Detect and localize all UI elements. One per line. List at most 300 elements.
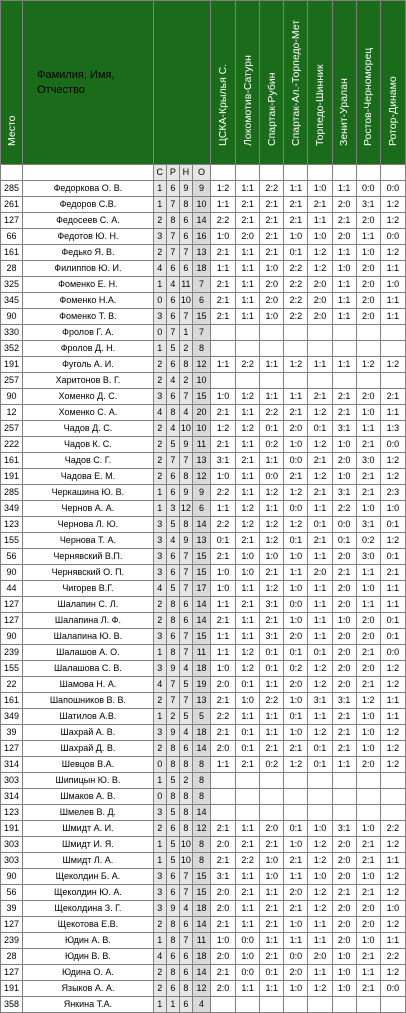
r-cell: 8 [166, 213, 179, 229]
result-cell: 2:1 [236, 757, 260, 773]
place-cell: 90 [1, 629, 23, 645]
result-cell: 1:1 [236, 261, 260, 277]
place-cell: 28 [1, 261, 23, 277]
n-cell: 7 [179, 245, 192, 261]
result-cell: 1:0 [284, 981, 308, 997]
result-cell: 2:0 [356, 309, 380, 325]
result-cell: 1:0 [380, 501, 405, 517]
result-cell: 2:0 [332, 837, 356, 853]
result-cell: 2:2 [211, 517, 236, 533]
o-cell: 9 [192, 485, 210, 501]
n-cell: 8 [179, 789, 192, 805]
result-cell [284, 373, 308, 389]
n-cell: 2 [179, 773, 192, 789]
table-row [1, 181, 406, 197]
table-row [1, 997, 406, 1013]
place-cell: 90 [1, 309, 23, 325]
s-cell: 4 [153, 581, 166, 597]
n-cell: 4 [179, 405, 192, 421]
table-row [1, 693, 406, 709]
result-cell: 1:2 [236, 661, 260, 677]
result-cell: 1:0 [260, 261, 284, 277]
result-cell: 1:1 [284, 389, 308, 405]
result-cell [356, 325, 380, 341]
r-cell: 4 [166, 277, 179, 293]
n-cell: 8 [179, 469, 192, 485]
table-row [1, 533, 406, 549]
result-cell: 1:0 [211, 581, 236, 597]
r-cell: 3 [166, 501, 179, 517]
table-row [1, 485, 406, 501]
n-cell: 10 [179, 837, 192, 853]
s-cell: 2 [153, 981, 166, 997]
table-row [1, 293, 406, 309]
s-cell: 3 [153, 661, 166, 677]
r-cell: 5 [166, 517, 179, 533]
table-row [1, 725, 406, 741]
r-cell: 6 [166, 389, 179, 405]
result-cell: 1:2 [308, 981, 332, 997]
s-cell: 2 [153, 917, 166, 933]
table-row [1, 853, 406, 869]
result-cell: 2:0 [356, 661, 380, 677]
result-cell [211, 325, 236, 341]
o-cell: 4 [192, 997, 210, 1013]
n-cell: 8 [179, 805, 192, 821]
name-cell: Чадова Е. М. [23, 469, 154, 485]
place-cell: 330 [1, 325, 23, 341]
result-cell: 1:1 [332, 757, 356, 773]
n-cell: 6 [179, 741, 192, 757]
n-cell: 5 [179, 677, 192, 693]
result-cell [308, 341, 332, 357]
result-cell: 2:0 [332, 581, 356, 597]
result-cell: 3:1 [356, 197, 380, 213]
result-cell: 1:2 [284, 517, 308, 533]
result-cell: 3:1 [308, 693, 332, 709]
result-cell: 1:1 [380, 853, 405, 869]
r-cell: 6 [166, 885, 179, 901]
result-cell: 0:1 [380, 517, 405, 533]
result-cell: 2:2 [211, 213, 236, 229]
n-cell: 7 [179, 645, 192, 661]
result-cell: 2:1 [260, 229, 284, 245]
o-cell: 6 [192, 293, 210, 309]
result-cell: 1:0 [211, 229, 236, 245]
result-cell: 2:2 [260, 405, 284, 421]
result-cell: 2:1 [332, 213, 356, 229]
place-cell: 352 [1, 341, 23, 357]
result-cell: 1:0 [260, 309, 284, 325]
result-cell: 0:1 [211, 533, 236, 549]
result-cell: 2:1 [211, 725, 236, 741]
place-cell: 257 [1, 421, 23, 437]
r-cell: 6 [166, 549, 179, 565]
place-cell: 39 [1, 725, 23, 741]
n-cell: 7 [179, 885, 192, 901]
result-cell: 1:1 [380, 581, 405, 597]
r-cell: 4 [166, 421, 179, 437]
result-cell: 0:1 [380, 629, 405, 645]
result-cell [356, 373, 380, 389]
result-cell: 0:1 [236, 725, 260, 741]
name-cell: Фоменко Е. Н. [23, 277, 154, 293]
result-cell [332, 325, 356, 341]
r-cell: 4 [166, 373, 179, 389]
result-cell: 1:0 [284, 917, 308, 933]
result-cell: 1:0 [332, 469, 356, 485]
r-cell: 5 [166, 805, 179, 821]
name-cell: Шахрай А. В. [23, 725, 154, 741]
result-cell [308, 997, 332, 1013]
result-cell: 3:1 [260, 597, 284, 613]
s-cell: 3 [153, 805, 166, 821]
s-cell: 3 [153, 885, 166, 901]
result-cell [332, 773, 356, 789]
result-cell: 1:1 [380, 933, 405, 949]
result-cell: 1:0 [332, 965, 356, 981]
table-row [1, 581, 406, 597]
result-cell [356, 805, 380, 821]
place-cell: 90 [1, 565, 23, 581]
name-cell: Шалашов А. О. [23, 645, 154, 661]
r-cell: 6 [166, 293, 179, 309]
name-cell: Фролов Д. Н. [23, 341, 154, 357]
result-cell: 1:1 [211, 629, 236, 645]
result-cell: 1:1 [260, 933, 284, 949]
result-cell: 0:1 [284, 245, 308, 261]
result-cell [284, 805, 308, 821]
r-cell: 6 [166, 821, 179, 837]
o-cell: 19 [192, 677, 210, 693]
result-cell: 1:1 [236, 869, 260, 885]
result-cell: 2:0 [236, 229, 260, 245]
result-cell: 1:0 [236, 549, 260, 565]
n-cell: 12 [179, 501, 192, 517]
result-cell: 2:1 [356, 885, 380, 901]
result-cell: 1:0 [284, 837, 308, 853]
result-cell [236, 773, 260, 789]
place-cell: 257 [1, 373, 23, 389]
n-cell: 4 [179, 901, 192, 917]
place-cell: 345 [1, 293, 23, 309]
r-cell: 6 [166, 261, 179, 277]
s-cell: 1 [153, 341, 166, 357]
result-cell: 1:0 [211, 565, 236, 581]
n-cell: 9 [179, 437, 192, 453]
place-cell: 127 [1, 213, 23, 229]
s-cell: 3 [153, 533, 166, 549]
result-cell: 1:2 [236, 645, 260, 661]
result-cell: 1:0 [260, 853, 284, 869]
place-cell: 123 [1, 517, 23, 533]
result-cell: 1:1 [236, 293, 260, 309]
table-row [1, 229, 406, 245]
result-cell [332, 997, 356, 1013]
name-cell: Шмидт И. Я. [23, 837, 154, 853]
result-cell: 2:0 [332, 853, 356, 869]
n-cell: 7 [179, 581, 192, 597]
result-cell: 1:1 [260, 677, 284, 693]
result-cell: 3:1 [211, 869, 236, 885]
r-cell: 6 [166, 869, 179, 885]
result-cell: 2:0 [332, 549, 356, 565]
place-cell: 127 [1, 917, 23, 933]
result-cell: 2:1 [236, 213, 260, 229]
subheader-row [1, 165, 406, 181]
result-cell [236, 789, 260, 805]
result-cell: 1:2 [380, 661, 405, 677]
r-cell: 9 [166, 725, 179, 741]
place-cell: 90 [1, 869, 23, 885]
result-cell: 1:1 [284, 181, 308, 197]
result-cell: 1:1 [236, 485, 260, 501]
result-cell: 1:1 [211, 757, 236, 773]
result-cell: 1:1 [308, 629, 332, 645]
result-cell: 2:0 [332, 197, 356, 213]
result-cell: 2:1 [260, 949, 284, 965]
n-cell: 2 [179, 341, 192, 357]
place-cell: 239 [1, 933, 23, 949]
subheader-blank [380, 165, 405, 181]
name-cell: Федотов Ю. Н. [23, 229, 154, 245]
result-cell: 0:0 [380, 645, 405, 661]
result-cell: 2:0 [260, 821, 284, 837]
result-cell: 1:0 [356, 869, 380, 885]
table-row [1, 965, 406, 981]
name-cell: Чадов С. Г. [23, 453, 154, 469]
r-cell: 8 [166, 757, 179, 773]
result-cell: 0:1 [284, 821, 308, 837]
result-cell: 2:1 [356, 437, 380, 453]
result-cell: 0:1 [308, 645, 332, 661]
col-o-header: О [192, 165, 210, 181]
o-cell: 8 [192, 341, 210, 357]
name-cell: Чадов К. С. [23, 437, 154, 453]
result-cell: 1:2 [211, 421, 236, 437]
name-cell: Чернова Л. Ю. [23, 517, 154, 533]
result-cell: 2:0 [356, 293, 380, 309]
result-cell: 1:1 [236, 405, 260, 421]
result-cell [211, 341, 236, 357]
s-cell: 3 [153, 549, 166, 565]
s-cell: 0 [153, 293, 166, 309]
result-cell: 1:0 [284, 437, 308, 453]
result-cell: 1:1 [260, 453, 284, 469]
result-cell: 0:0 [260, 469, 284, 485]
n-cell: 7 [179, 565, 192, 581]
result-cell: 1:2 [380, 357, 405, 373]
result-cell [332, 805, 356, 821]
result-cell: 1:2 [308, 853, 332, 869]
result-cell: 2:1 [211, 293, 236, 309]
result-cell: 2:0 [308, 565, 332, 581]
r-cell: 6 [166, 469, 179, 485]
s-cell: 3 [153, 901, 166, 917]
subheader-blank [308, 165, 332, 181]
n-cell: 8 [179, 981, 192, 997]
result-cell: 2:0 [332, 645, 356, 661]
result-cell: 1:1 [211, 261, 236, 277]
result-cell: 1:1 [236, 613, 260, 629]
n-cell: 6 [179, 597, 192, 613]
s-cell: 1 [153, 197, 166, 213]
name-cell: Шалашова С. В. [23, 661, 154, 677]
r-cell: 6 [166, 629, 179, 645]
s-cell: 0 [153, 789, 166, 805]
result-cell: 2:1 [308, 485, 332, 501]
name-cell: Шатилов А.В. [23, 709, 154, 725]
result-cell: 2:1 [332, 741, 356, 757]
s-cell: 2 [153, 821, 166, 837]
o-cell: 9 [192, 181, 210, 197]
o-cell: 8 [192, 789, 210, 805]
name-cell: Шмидт Л. А. [23, 853, 154, 869]
subheader-blank [211, 165, 236, 181]
place-cell: 161 [1, 453, 23, 469]
result-cell: 1:2 [380, 197, 405, 213]
r-cell: 5 [166, 773, 179, 789]
result-cell: 2:1 [260, 917, 284, 933]
result-cell: 1:0 [356, 581, 380, 597]
result-cell [308, 789, 332, 805]
place-cell: 66 [1, 229, 23, 245]
result-cell: 1:1 [260, 357, 284, 373]
name-cell: Юдин А. В. [23, 933, 154, 949]
result-cell: 1:1 [236, 917, 260, 933]
result-cell: 2:1 [356, 469, 380, 485]
result-cell: 1:0 [332, 949, 356, 965]
s-cell: 0 [153, 325, 166, 341]
result-cell [380, 997, 405, 1013]
result-cell: 2:1 [356, 677, 380, 693]
s-cell: 4 [153, 405, 166, 421]
r-cell: 8 [166, 741, 179, 757]
r-cell: 5 [166, 853, 179, 869]
o-cell: 8 [192, 853, 210, 869]
result-cell: 1:1 [236, 181, 260, 197]
table-row [1, 757, 406, 773]
result-cell: 2:0 [211, 885, 236, 901]
result-cell: 2:1 [284, 741, 308, 757]
o-cell: 15 [192, 885, 210, 901]
result-cell [380, 325, 405, 341]
result-cell: 2:1 [211, 965, 236, 981]
o-cell: 11 [192, 933, 210, 949]
result-cell: 2:1 [356, 949, 380, 965]
result-cell: 2:1 [308, 389, 332, 405]
result-cell [260, 341, 284, 357]
name-cell: Федоркова О. В. [23, 181, 154, 197]
result-cell: 2:0 [332, 629, 356, 645]
result-cell: 0:0 [284, 949, 308, 965]
result-cell [308, 373, 332, 389]
result-cell [356, 789, 380, 805]
name-cell: Фоменко Н.А. [23, 293, 154, 309]
table-row [1, 213, 406, 229]
result-cell: 2:0 [356, 917, 380, 933]
result-cell: 1:2 [260, 581, 284, 597]
name-cell: Шалапин С. Л. [23, 597, 154, 613]
n-cell: 7 [179, 453, 192, 469]
s-cell: 2 [153, 741, 166, 757]
subheader-blank [356, 165, 380, 181]
s-cell: 1 [153, 709, 166, 725]
result-cell: 1:2 [380, 885, 405, 901]
result-cell [211, 805, 236, 821]
result-cell [236, 341, 260, 357]
name-cell: Щеколдин Б. А. [23, 869, 154, 885]
result-cell: 1:1 [332, 309, 356, 325]
table-row [1, 421, 406, 437]
n-cell: 7 [179, 389, 192, 405]
result-cell: 1:1 [284, 869, 308, 885]
place-cell: 28 [1, 949, 23, 965]
table-row [1, 709, 406, 725]
result-cell: 0:0 [356, 181, 380, 197]
match-header-6: Ростов-Черноморец [356, 1, 380, 165]
result-cell: 1:0 [211, 389, 236, 405]
o-cell: 12 [192, 357, 210, 373]
o-cell: 11 [192, 437, 210, 453]
result-cell: 1:1 [260, 885, 284, 901]
o-cell: 7 [192, 325, 210, 341]
result-cell: 2:1 [236, 453, 260, 469]
result-cell: 1:1 [308, 709, 332, 725]
subheader-blank [236, 165, 260, 181]
result-cell: 2:1 [332, 885, 356, 901]
result-cell: 2:3 [380, 485, 405, 501]
s-cell: 1 [153, 181, 166, 197]
result-cell: 2:1 [211, 853, 236, 869]
place-cell: 349 [1, 709, 23, 725]
result-cell: 1:0 [356, 821, 380, 837]
result-cell: 2:0 [211, 901, 236, 917]
result-cell: 1:2 [260, 533, 284, 549]
o-cell: 10 [192, 197, 210, 213]
result-cell: 1:1 [308, 581, 332, 597]
result-cell: 1:1 [308, 357, 332, 373]
result-cell: 2:1 [236, 597, 260, 613]
result-cell: 2:2 [284, 309, 308, 325]
result-cell: 0:1 [284, 645, 308, 661]
r-cell: 9 [166, 901, 179, 917]
result-cell: 1:1 [236, 709, 260, 725]
place-cell: 56 [1, 549, 23, 565]
result-cell: 2:2 [284, 261, 308, 277]
result-cell: 1:0 [356, 741, 380, 757]
result-cell: 1:1 [380, 693, 405, 709]
result-cell: 0:0 [236, 933, 260, 949]
name-cell: Чернов А. А. [23, 501, 154, 517]
place-header: Место [1, 1, 23, 165]
r-cell: 8 [166, 405, 179, 421]
result-cell: 2:2 [236, 357, 260, 373]
result-cell: 0:1 [236, 741, 260, 757]
o-cell: 16 [192, 229, 210, 245]
result-cell [356, 773, 380, 789]
table-row [1, 517, 406, 533]
result-cell: 2:0 [284, 421, 308, 437]
result-cell: 1:1 [236, 309, 260, 325]
result-cell: 1:2 [380, 837, 405, 853]
s-cell: 1 [153, 997, 166, 1013]
result-cell: 1:2 [308, 901, 332, 917]
table-row [1, 805, 406, 821]
name-cell: Хоменко С. А. [23, 405, 154, 421]
name-cell: Фуголь А. И. [23, 357, 154, 373]
n-cell: 4 [179, 725, 192, 741]
